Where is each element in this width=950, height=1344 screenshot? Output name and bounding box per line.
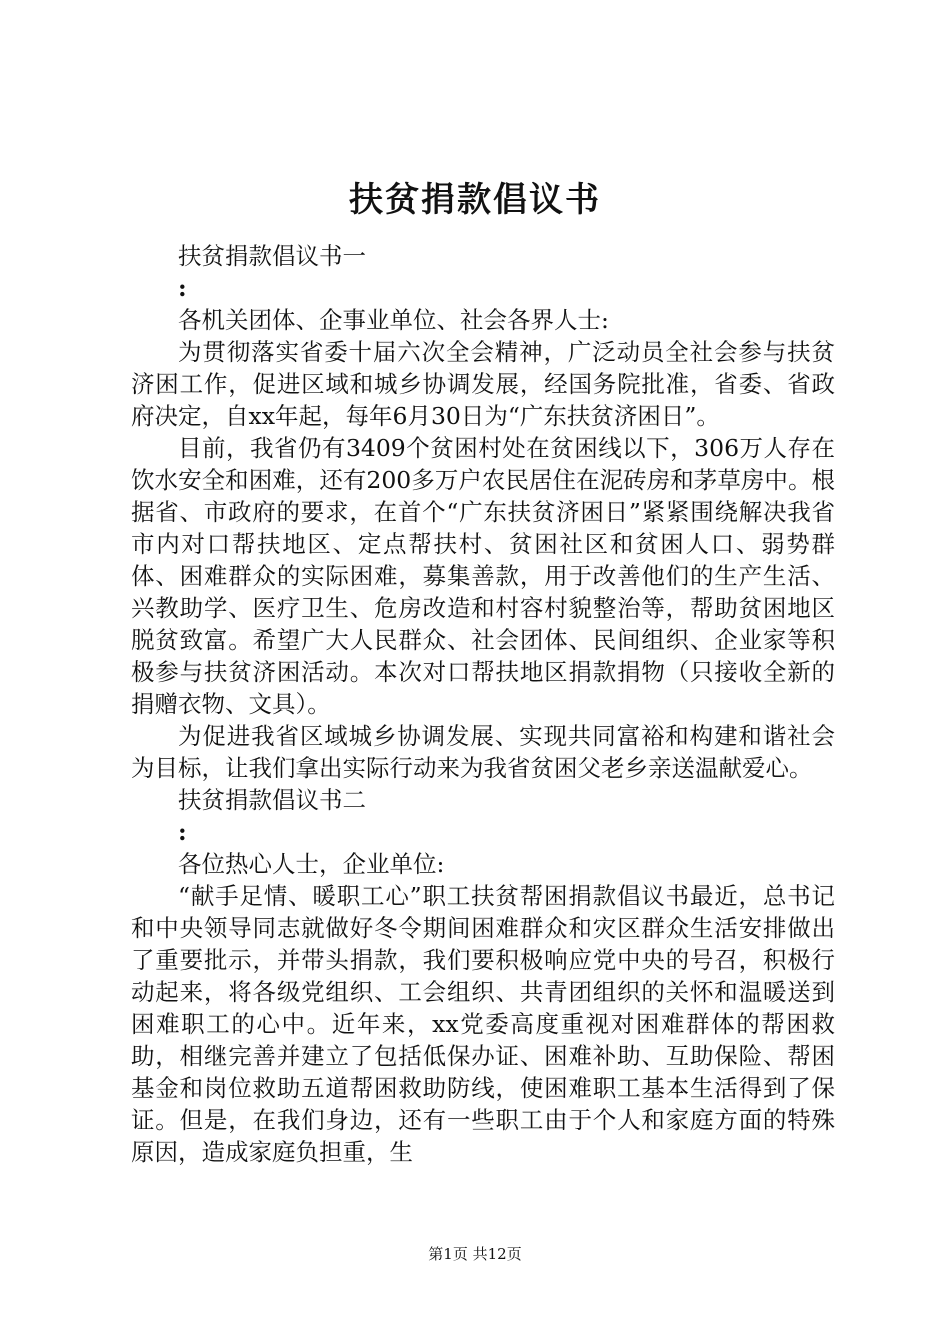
paragraph: 目前，我省仍有3409个贫困村处在贫困线以下，306万人存在饮水安全和困难，还有200多万户农民居住在泥砖房和茅草房中。根据省、市政府的要求，在首个“广东扶贫济困日”紧紧围绕解决我省市内对口帮扶地区、定点帮扶村、贫困社区和贫困人口、弱势群体、困难群众的实际困难，募集善款，用于改善他们的生产生活、兴教助学、医疗卫生、危房改造和村容村貌整治等，帮助贫困地区脱贫致富。希望广大人民群众、社会团体、民间组织、企业家等积极参与扶贫济困活动。本次对口帮扶地区捐款捐物（只接收全新的捐赠衣物、文具）。 — [131, 434, 835, 718]
paragraph: 为贯彻落实省委十届六次全会精神，广泛动员全社会参与扶贫济困工作，促进区域和城乡协调发展，经国务院批准，省委、省政府决定，自xx年起，每年6月30日为“广东扶贫济困日”。 — [131, 338, 835, 430]
paragraph: “献手足情、暖职工心”职工扶贫帮困捐款倡议书最近，总书记和中央领导同志就做好冬令期间困难群众和灾区群众生活安排做出了重要批示，并带头捐款，我们要积极响应党中央的号召，积极行动起来，将各级党组织、工会组织、共青团组织的关怀和温暖送到困难职工的心中。近年来，xx党委高度重视对困难群体的帮困救助，相继完善并建立了包括低保办证、困难补助、互助保险、帮困基金和岗位救助五道帮困救助防线，使困难职工基本生活得到了保证。但是，在我们身边，还有一些职工由于个人和家庭方面的特殊原因，造成家庭负担重，生 — [131, 882, 835, 1166]
salutation-1: 各机关团体、企事业单位、社会各界人士: — [178, 306, 609, 334]
colon-line-2: : — [178, 818, 187, 846]
section-heading-2: 扶贫捐款倡议书二 — [178, 786, 366, 814]
section-heading-1: 扶贫捐款倡议书一 — [178, 242, 366, 270]
paragraph: 为促进我省区域城乡协调发展、实现共同富裕和构建和谐社会为目标，让我们拿出实际行动来为我省贫困父老乡亲送温献爱心。 — [131, 722, 835, 782]
colon-line-1: : — [178, 274, 187, 302]
page-footer: 第1页 共12页 — [428, 1245, 522, 1263]
document-title: 扶贫捐款倡议书 — [349, 180, 601, 220]
document-body — [131, 240, 835, 1168]
salutation-2: 各位热心人士，企业单位: — [178, 850, 445, 878]
